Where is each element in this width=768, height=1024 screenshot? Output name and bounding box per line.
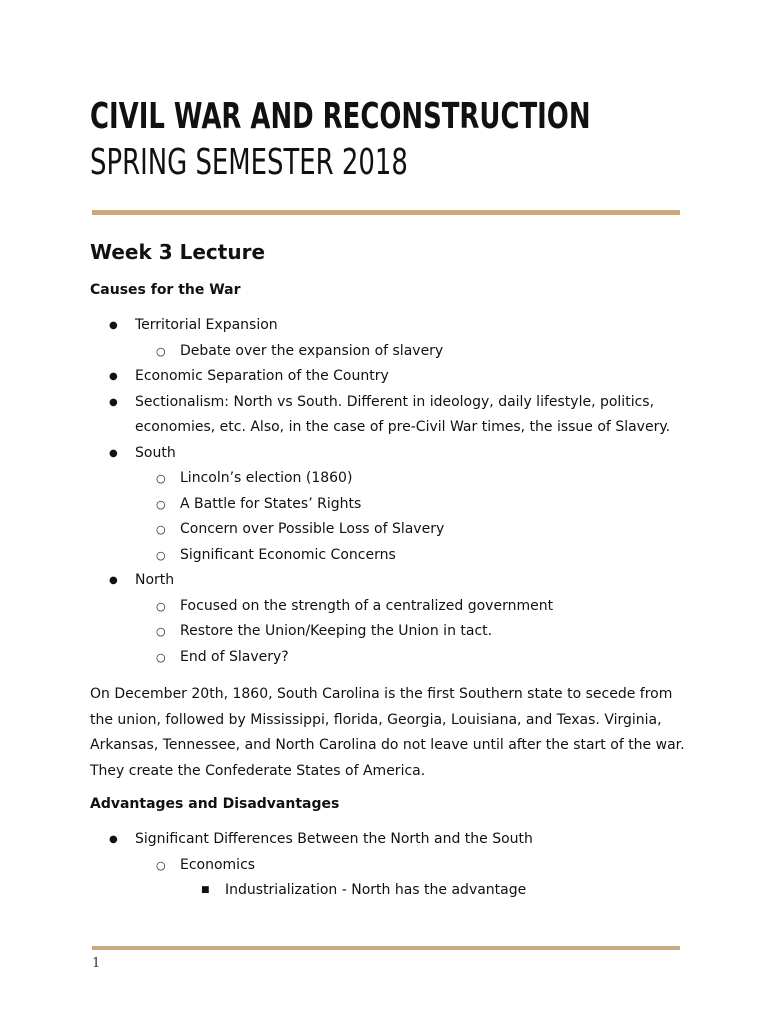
bullet-circle: ○ xyxy=(156,599,166,613)
section-heading-advantages: Advantages and Disadvantages xyxy=(90,796,340,812)
list-item xyxy=(90,466,690,492)
list-item xyxy=(90,543,690,569)
list-item xyxy=(90,441,690,467)
list-item xyxy=(90,827,690,853)
header-divider xyxy=(92,210,680,215)
lecture-content xyxy=(90,238,690,904)
lecture-title: Week 3 Lecture xyxy=(90,240,266,264)
bullet-circle: ○ xyxy=(156,472,166,485)
bullet-disc: ● xyxy=(109,834,118,845)
footer-divider xyxy=(92,946,680,950)
list-item-text: North xyxy=(135,572,175,588)
bullet-disc: ● xyxy=(109,320,118,331)
document-title: CIVIL WAR AND RECONSTRUCTION xyxy=(90,96,591,137)
list-item xyxy=(90,517,690,543)
list-item-text: Significant Differences Between the North and the South xyxy=(135,831,533,847)
list-item-text: Sectionalism: North vs South. Different in ideology, daily lifestyle, politics, economies, etc. Also, in the case of pre-Civil War times, the issue of Slavery. xyxy=(135,393,671,435)
list-item xyxy=(90,313,690,339)
document-subtitle: SPRING SEMESTER 2018 xyxy=(90,142,408,183)
advantages-list xyxy=(90,827,690,904)
list-item-text: South xyxy=(135,444,176,461)
list-item xyxy=(90,878,690,904)
list-item xyxy=(90,645,690,671)
bullet-disc: ● xyxy=(109,447,118,459)
list-item xyxy=(90,853,690,879)
causes-list xyxy=(90,313,690,670)
secession-paragraph: On December 20th, 1860, South Carolina is the first Southern state to secede from the union, followed by Mississippi, florida, Georgia, Louisiana, and Texas. Virginia, Arkansas, Tennessee, and North Carolina do not leave until after the start of the war. They create the Confederate States of America. xyxy=(90,686,685,779)
list-item-text: Economics xyxy=(180,856,256,873)
bullet-circle: ○ xyxy=(156,497,166,511)
list-item-text: Debate over the expansion of slavery xyxy=(180,342,444,359)
bullet-circle: ○ xyxy=(156,344,166,358)
list-item xyxy=(90,364,690,390)
list-item xyxy=(90,390,690,441)
list-item-text: Economic Separation of the Country xyxy=(135,368,389,384)
bullet-disc: ● xyxy=(109,371,118,382)
section-heading-causes: Causes for the War xyxy=(90,282,241,298)
bullet-square: ■ xyxy=(201,885,210,895)
list-item-text: Focused on the strength of a centralized government xyxy=(180,597,554,614)
bullet-circle: ○ xyxy=(156,625,166,638)
list-item-text: End of Slavery? xyxy=(180,648,289,665)
list-item-text: Lincoln’s election (1860) xyxy=(180,470,353,486)
list-item xyxy=(90,339,690,365)
list-item-text: Industrialization - North has the advantage xyxy=(225,882,527,898)
page-number: 1 xyxy=(92,956,101,971)
bullet-circle: ○ xyxy=(156,858,166,872)
list-item xyxy=(90,492,690,518)
list-item-text: Concern over Possible Loss of Slavery xyxy=(180,521,445,537)
list-item-text: A Battle for States’ Rights xyxy=(180,495,362,512)
list-item-text: Restore the Union/Keeping the Union in tact. xyxy=(180,623,493,639)
bullet-disc: ● xyxy=(109,396,118,408)
list-item-text: Territorial Expansion xyxy=(135,317,278,333)
bullet-disc: ● xyxy=(109,575,118,586)
bullet-circle: ○ xyxy=(156,650,166,664)
list-item xyxy=(90,619,690,645)
bullet-circle: ○ xyxy=(156,523,166,536)
bullet-circle: ○ xyxy=(156,548,166,562)
list-item xyxy=(90,594,690,620)
list-item xyxy=(90,568,690,594)
list-item-text: Significant Economic Concerns xyxy=(180,546,396,563)
